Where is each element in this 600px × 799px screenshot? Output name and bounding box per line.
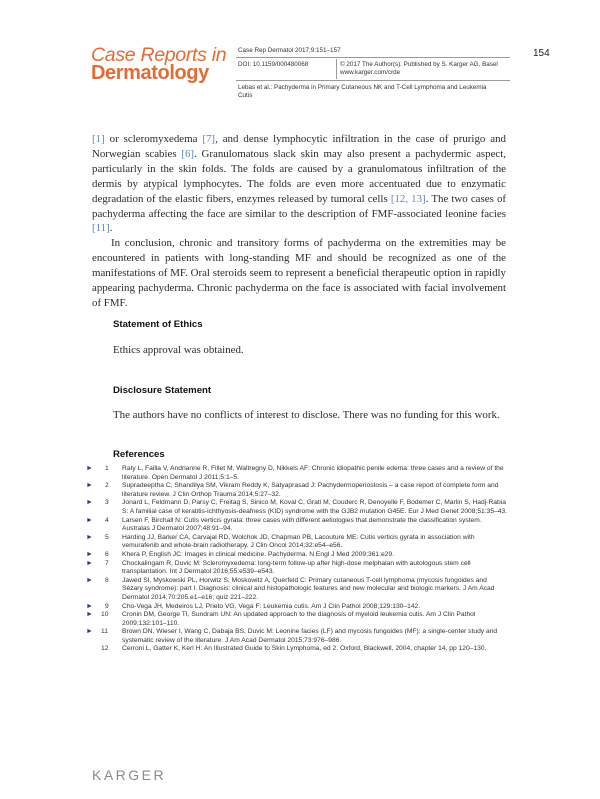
reference-item bbox=[85, 577, 509, 603]
text-run: . Granulomatous slack skin may also present a pachydermic aspect, particularly in the skin folds. The folds are caused by a granulomatous infiltration of the dermis by atypical lymphocytes. The folds are even more accentuated due to enzymatic degradation of the elastic fibers, enzymes released by tumoral cells bbox=[92, 147, 507, 205]
reference-link-icon[interactable]: ► bbox=[86, 516, 93, 524]
reference-number: 10 bbox=[101, 611, 109, 619]
reference-text: Khera P, English JC: Images in clinical medicine. Pachyderma. N Engl J Med 2009;361:e29. bbox=[122, 550, 394, 558]
reference-link-icon[interactable]: ► bbox=[86, 576, 93, 584]
references-heading: References bbox=[113, 449, 165, 460]
journal-logo-line2: Dermatology bbox=[91, 62, 209, 84]
reference-number: 11 bbox=[101, 628, 108, 636]
reference-text: Harding JJ, Barker CA, Carvajal RD, Wolchok JD, Chapman PB, Lacouture ME: Cutis verticis gyrata in association with vemurafenib and whole-brain radiotherapy. J Clin Oncol 2014;32:e54–e56. bbox=[122, 533, 475, 550]
header-vertical-divider bbox=[336, 59, 337, 79]
text-run: , and dense lymphocytic infiltration in the case of prurigo and Norwegian scabies bbox=[92, 133, 506, 160]
reference-item bbox=[85, 534, 509, 551]
reference-text: Chockalingam R, Duvic M: Scleromyxedema: long-term follow-up after high-dose melphalan with autologous stem cell transplantation. Int J Dermatol 2016;55:e539–e543. bbox=[122, 559, 471, 576]
text-run: . bbox=[109, 222, 113, 235]
journal-logo-line1: Case Reports in bbox=[91, 44, 227, 66]
header-divider-2 bbox=[236, 80, 510, 81]
reference-item bbox=[85, 611, 509, 628]
reference-text: Raty L, Failla V, Andrianne R, Fillet M, Waltregny D, Nikkels AF: Chronic idiopathic penile edema: three cases and a review of the literature. Open Dermatol J 2011;5:1–5. bbox=[122, 465, 504, 481]
references-list bbox=[85, 465, 509, 654]
citation-link[interactable]: [11] bbox=[92, 222, 110, 235]
reference-item bbox=[85, 482, 509, 499]
reference-link-icon[interactable]: ► bbox=[86, 559, 93, 567]
citation-link[interactable]: [1] bbox=[92, 133, 105, 145]
reference-text: Cho-Vega JH, Medeiros LJ, Prieto VG, Vega F: Leukemia cutis. Am J Clin Pathol 2008;129:130–142. bbox=[122, 602, 421, 610]
reference-link-icon[interactable]: ► bbox=[86, 533, 93, 541]
paragraph-1 bbox=[92, 132, 506, 236]
reference-link-icon[interactable]: ► bbox=[86, 611, 93, 619]
reference-item bbox=[85, 628, 509, 645]
journal-url[interactable]: www.karger.com/crde bbox=[340, 69, 401, 76]
reference-item bbox=[85, 551, 509, 560]
reference-number: 1 bbox=[105, 465, 109, 472]
disclosure-text: The authors have no conflicts of interest to disclose. There was no funding for this work. bbox=[113, 409, 500, 421]
reference-link-icon[interactable]: ► bbox=[86, 550, 93, 558]
copyright-line1: © 2017 The Author(s). Published by S. Karger AG, Basel bbox=[340, 61, 498, 68]
reference-link-icon[interactable]: ► bbox=[86, 499, 93, 507]
reference-link-icon[interactable]: ► bbox=[86, 465, 93, 472]
reference-text: Jonard L, Feldmann D, Parsy C, Freitag S, Sinico M, Koval C, Grati M, Couderc R, Denoyelle F, Bodemer C, Marlin S, Hadj-Rabia S: A familial case of keratitis-ichthyosis-deafness (KID) syndrome with the GJB2 mutation G45E. Eur J Med Genet 2008;51:35–43. bbox=[122, 499, 508, 515]
reference-item bbox=[85, 603, 509, 612]
running-head-line1: Lebas et al.: Pachyderma in Primary Cutaneous NK and T-Cell Lymphoma and Leukemia bbox=[238, 84, 487, 91]
header-divider bbox=[236, 57, 510, 58]
text-run: or scleromyxedema bbox=[104, 133, 203, 145]
reference-number: 12 bbox=[101, 645, 109, 653]
ethics-text: Ethics approval was obtained. bbox=[113, 344, 244, 356]
body-section bbox=[92, 132, 506, 311]
ethics-heading: Statement of Ethics bbox=[113, 319, 203, 330]
reference-text: Cronin DM, George TI, Sundram UN: An updated approach to the diagnosis of myeloid leukemia cutis. Am J Clin Pathol 2009;132:101–110. bbox=[122, 611, 476, 627]
reference-text: Jawed SI, Myskowski PL, Horwitz S, Moskowitz A, Querfeld C: Primary cutaneous T-cell lymphoma (mycosis fungoides and Sézary syndrome): part I. Diagnosis: clinical and histopathologic features and new molecular and biologic markers. J Am Acad Dermatol 2014;70:205.e1–e16; quiz 221–222. bbox=[122, 576, 495, 601]
reference-link-icon[interactable]: ► bbox=[86, 602, 93, 610]
reference-item bbox=[85, 499, 509, 516]
reference-item bbox=[85, 560, 509, 577]
reference-text: Brown DN, Wieser I, Wang C, Dabaja BS, Duvic M: Leonine facies (LF) and mycosis fungoides (MF): a single-center study and systematic review of the literature. J Am Acad Dermatol 2015;73:976–986. bbox=[122, 628, 498, 644]
reference-item bbox=[85, 517, 509, 534]
paragraph-2: In conclusion, chronic and transitory forms of pachyderma on the extremities may be encountered in patients with long-standing MF and should be recognized as one of the manifestations of MF. Oral steroids seem to represent a beneficial therapeutic option in rapidly appearing pachyderma. Chronic pachyderma on the face is associated with facial involvement of FMF. bbox=[92, 237, 506, 309]
reference-item bbox=[85, 645, 509, 654]
reference-number: 4 bbox=[105, 516, 109, 524]
reference-number: 5 bbox=[105, 533, 109, 541]
citation-link[interactable]: [6] bbox=[181, 147, 195, 160]
reference-number: 2 bbox=[105, 482, 109, 490]
reference-number: 8 bbox=[105, 576, 109, 584]
disclosure-heading: Disclosure Statement bbox=[113, 385, 212, 396]
reference-link-icon[interactable]: ► bbox=[86, 628, 93, 636]
doi[interactable]: DOI: 10.1159/000480068 bbox=[238, 61, 309, 68]
running-head-line2: Cutis bbox=[238, 92, 253, 99]
reference-number: 7 bbox=[105, 559, 109, 567]
text-run: . The two cases of pachyderma affecting the face are similar to the description of FMF-associated leonine facies bbox=[92, 192, 507, 220]
reference-link-icon[interactable]: ► bbox=[86, 482, 93, 490]
reference-text: Cerroni L, Gatter K, Kerl H: An Illustrated Guide to Skin Lymphoma, ed 2. Oxford, Blackwell, 2004, chapter 14, pp 120–130. bbox=[122, 645, 487, 653]
reference-item bbox=[85, 465, 509, 482]
reference-text: Supradeeptha C, Shandilya SM, Vikram Reddy K, Satyaprasad J: Pachydermoperiostosis – a case report of complete form and literature review. J Clin Orthop Trauma 2014;5:27–32. bbox=[122, 482, 499, 498]
citation-link[interactable]: [7] bbox=[202, 133, 216, 145]
reference-number: 6 bbox=[105, 550, 109, 558]
reference-number: 3 bbox=[105, 499, 109, 507]
reference-number: 9 bbox=[105, 602, 109, 610]
publisher-logo: KARGER bbox=[92, 767, 167, 783]
citation-link[interactable]: [12, 13] bbox=[390, 192, 426, 205]
reference-text: Larsen F, Birchall N: Cutis verticis gyrata: three cases with different aetiologies that demonstrate the classification system. Australas J Dermatol 2007;48:91–94. bbox=[122, 516, 482, 533]
page-number: 154 bbox=[533, 48, 550, 59]
citation: Case Rep Dermatol 2017;9:151–157 bbox=[238, 47, 341, 54]
